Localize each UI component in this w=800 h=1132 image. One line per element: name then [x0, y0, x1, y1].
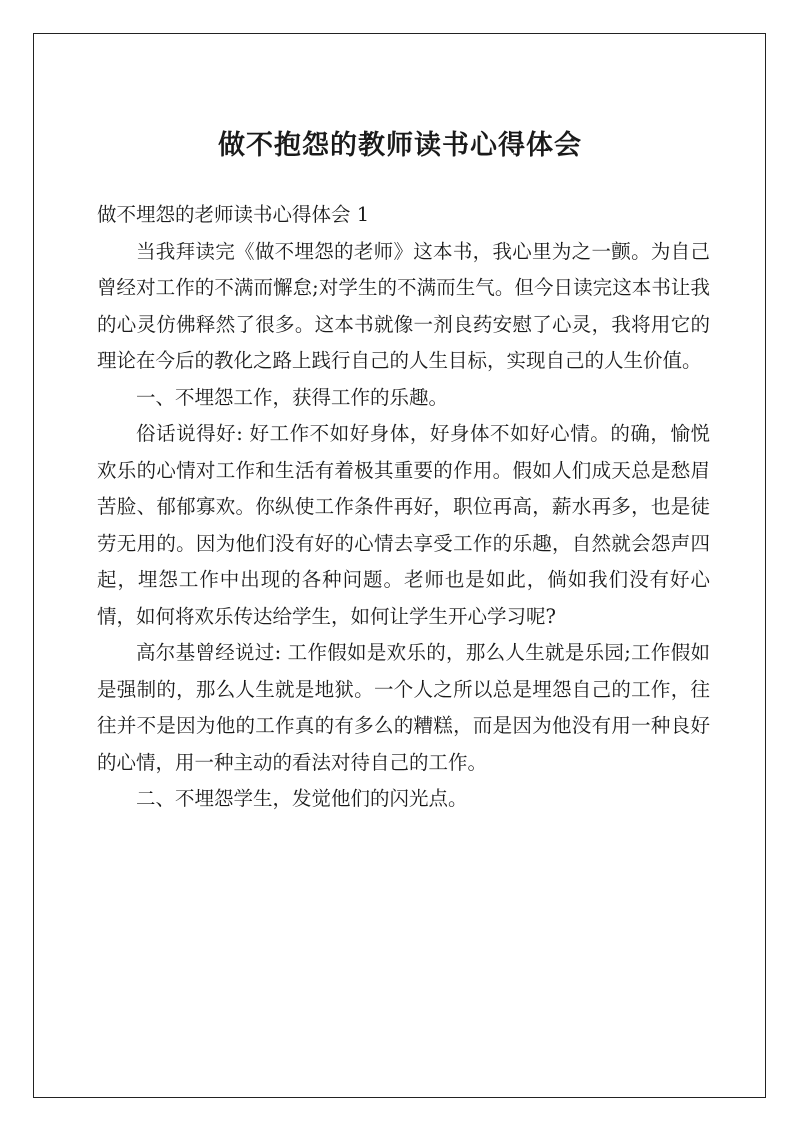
paragraph-proverb: 俗话说得好: 好工作不如好身体，好身体不如好心情。的确，愉悦欢乐的心情对工作和生活有着极其重要的作用。假如人们成天总是愁眉苦脸、郁郁寡欢。你纵使工作条件再好，职位再高，薪水再多，也是徒劳无用的。因为他们没有好的心情去享受工作的乐趣，自然就会怨声四起，埋怨工作中出现的各种问题。老师也是如此，倘如我们没有好心情，如何将欢乐传达给学生，如何让学生开心学习呢? — [97, 422, 710, 628]
paragraph-gorky-quote: 高尔基曾经说过: 工作假如是欢乐的，那么人生就是乐园;工作假如是强制的，那么人生就是地狱。一个人之所以总是埋怨自己的工作，往往并不是因为他的工作真的有多么的糟糕，而是因为他没有用一种良好的心情，用一种主动的看法对待自己的工作。 — [97, 641, 710, 774]
section-heading-1: 一、不埋怨工作，获得工作的乐趣。 — [136, 385, 449, 409]
document-body — [97, 197, 710, 818]
section-heading-2: 二、不埋怨学生，发觉他们的闪光点。 — [136, 787, 468, 810]
document-subtitle: 做不埋怨的老师读书心得体会 1 — [97, 203, 370, 226]
document-title: 做不抱怨的教师读书心得体会 — [218, 130, 582, 161]
paragraph-intro: 当我拜读完《做不埋怨的老师》这本书，我心里为之一颤。为自己曾经对工作的不满而懈怠;对学生的不满而生气。但今日读完这本书让我的心灵仿佛释然了很多。这本书就像一剂良药安慰了心灵，我将用它的理论在今后的教化之路上践行自己的人生目标，实现自己的人生价值。 — [97, 239, 710, 372]
